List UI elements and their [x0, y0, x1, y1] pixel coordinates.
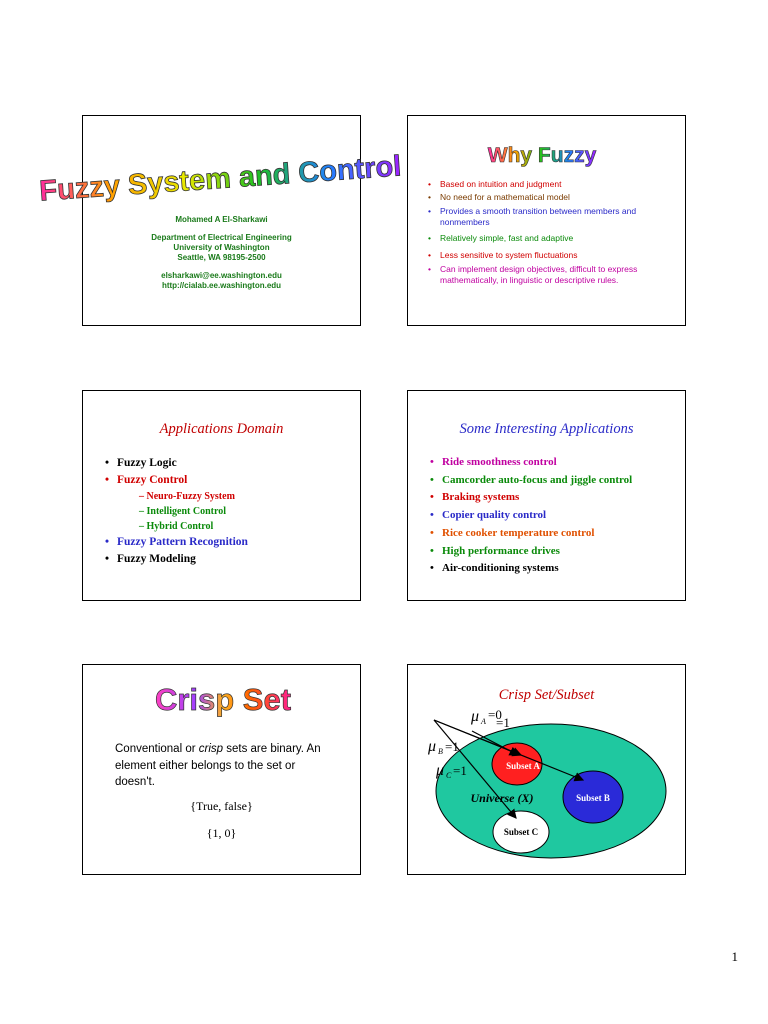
- mu-a-sub: A: [481, 717, 486, 726]
- sub-item: – Neuro-Fuzzy System: [139, 491, 235, 502]
- why-fuzzy-list: [426, 179, 676, 285]
- page-number: 1: [731, 949, 738, 964]
- sub-item: – Hybrid Control: [139, 521, 214, 532]
- venn-diagram: [408, 665, 685, 874]
- dept-line-1: Department of Electrical Engineering: [151, 233, 292, 242]
- list-item: • High performance drives: [428, 543, 686, 561]
- dept-line-3: Seattle, WA 98195-2500: [177, 253, 266, 262]
- list-item: • Fuzzy Control – Neuro-Fuzzy System – Intelligent Control – Hybrid Control: [103, 472, 353, 534]
- crisp-set-text: Crisp Set: [154, 682, 292, 717]
- sub-list: [117, 489, 353, 534]
- mu-a-zero: =0: [488, 707, 502, 722]
- list-item: • Air-conditioning systems: [428, 560, 686, 578]
- list-item: • Based on intuition and judgment: [426, 179, 676, 190]
- mu-a-one: =1: [496, 715, 510, 730]
- mu-b-symbol: μ: [428, 738, 437, 755]
- crisp-values-2: {1, 0}: [206, 826, 237, 840]
- dept-line-2: University of Washington: [173, 243, 270, 252]
- sub-item: – Intelligent Control: [139, 506, 227, 517]
- slide-title: Some Interesting Applications: [459, 421, 634, 437]
- list-item: • Can implement design objectives, difficult to express mathematically, in linguistic or descriptive rules.: [426, 264, 676, 285]
- crisp-set-paragraph: Conventional or crisp sets are binary. An element either belongs to the set or doesn't.: [115, 743, 321, 788]
- list-item: • Ride smoothness control: [428, 454, 686, 472]
- mu-a-symbol: μ: [471, 708, 480, 725]
- list-item: • Fuzzy Modeling: [103, 551, 353, 568]
- slide-why-fuzzy: [407, 115, 686, 326]
- list-item: • Relatively simple, fast and adaptive: [426, 233, 676, 244]
- list-item: • Rice cooker temperature control: [428, 525, 686, 543]
- slide-crisp-set: [82, 664, 361, 875]
- subset-a-label: Subset A: [506, 761, 540, 771]
- list-item: • Less sensitive to system fluctuations: [426, 250, 676, 261]
- author-block: [83, 215, 360, 291]
- list-item: • Copier quality control: [428, 507, 686, 525]
- mu-c-symbol: μ: [436, 762, 445, 779]
- email: elsharkawi@ee.washington.edu: [161, 271, 282, 280]
- universe-label: Universe (X): [470, 791, 534, 805]
- list-item: • Fuzzy Pattern Recognition: [103, 534, 353, 551]
- list-item: • Fuzzy Logic: [103, 455, 353, 472]
- interesting-applications-list: [428, 454, 686, 578]
- crisp-values-1: {True, false}: [190, 799, 253, 813]
- slide-title: Applications Domain: [159, 421, 284, 437]
- mu-c-value: =1: [453, 763, 467, 778]
- subset-c-label: Subset C: [503, 827, 539, 837]
- why-fuzzy-wordart: [408, 116, 685, 176]
- mu-c-sub: C: [446, 771, 452, 780]
- why-fuzzy-text: Why Fuzzy: [487, 144, 597, 167]
- slide-fuzzy-system-and-control: [38, 115, 403, 326]
- mu-b-value: =1: [445, 739, 459, 754]
- list-item: • No need for a mathematical model: [426, 192, 676, 203]
- author-name: Mohamed A El-Sharkawi: [175, 215, 268, 224]
- subset-b-label: Subset B: [576, 793, 610, 803]
- slide-title: Crisp Set/Subset: [498, 687, 595, 703]
- applications-list: [103, 455, 353, 568]
- slide-crisp-subset: [407, 664, 686, 875]
- crisp-set-wordart: [83, 665, 360, 725]
- title-wordart-text: Fuzzy System and Control: [38, 150, 403, 208]
- list-item: • Camcorder auto-focus and jiggle control: [428, 472, 686, 490]
- slide-interesting-applications: [407, 390, 686, 601]
- mu-b-sub: B: [438, 747, 443, 756]
- slide-applications-domain: [82, 390, 361, 601]
- website: http://cialab.ee.washington.edu: [161, 281, 282, 290]
- list-item: • Braking systems: [428, 489, 686, 507]
- list-item: • Provides a smooth transition between members and nonmembers: [426, 206, 676, 227]
